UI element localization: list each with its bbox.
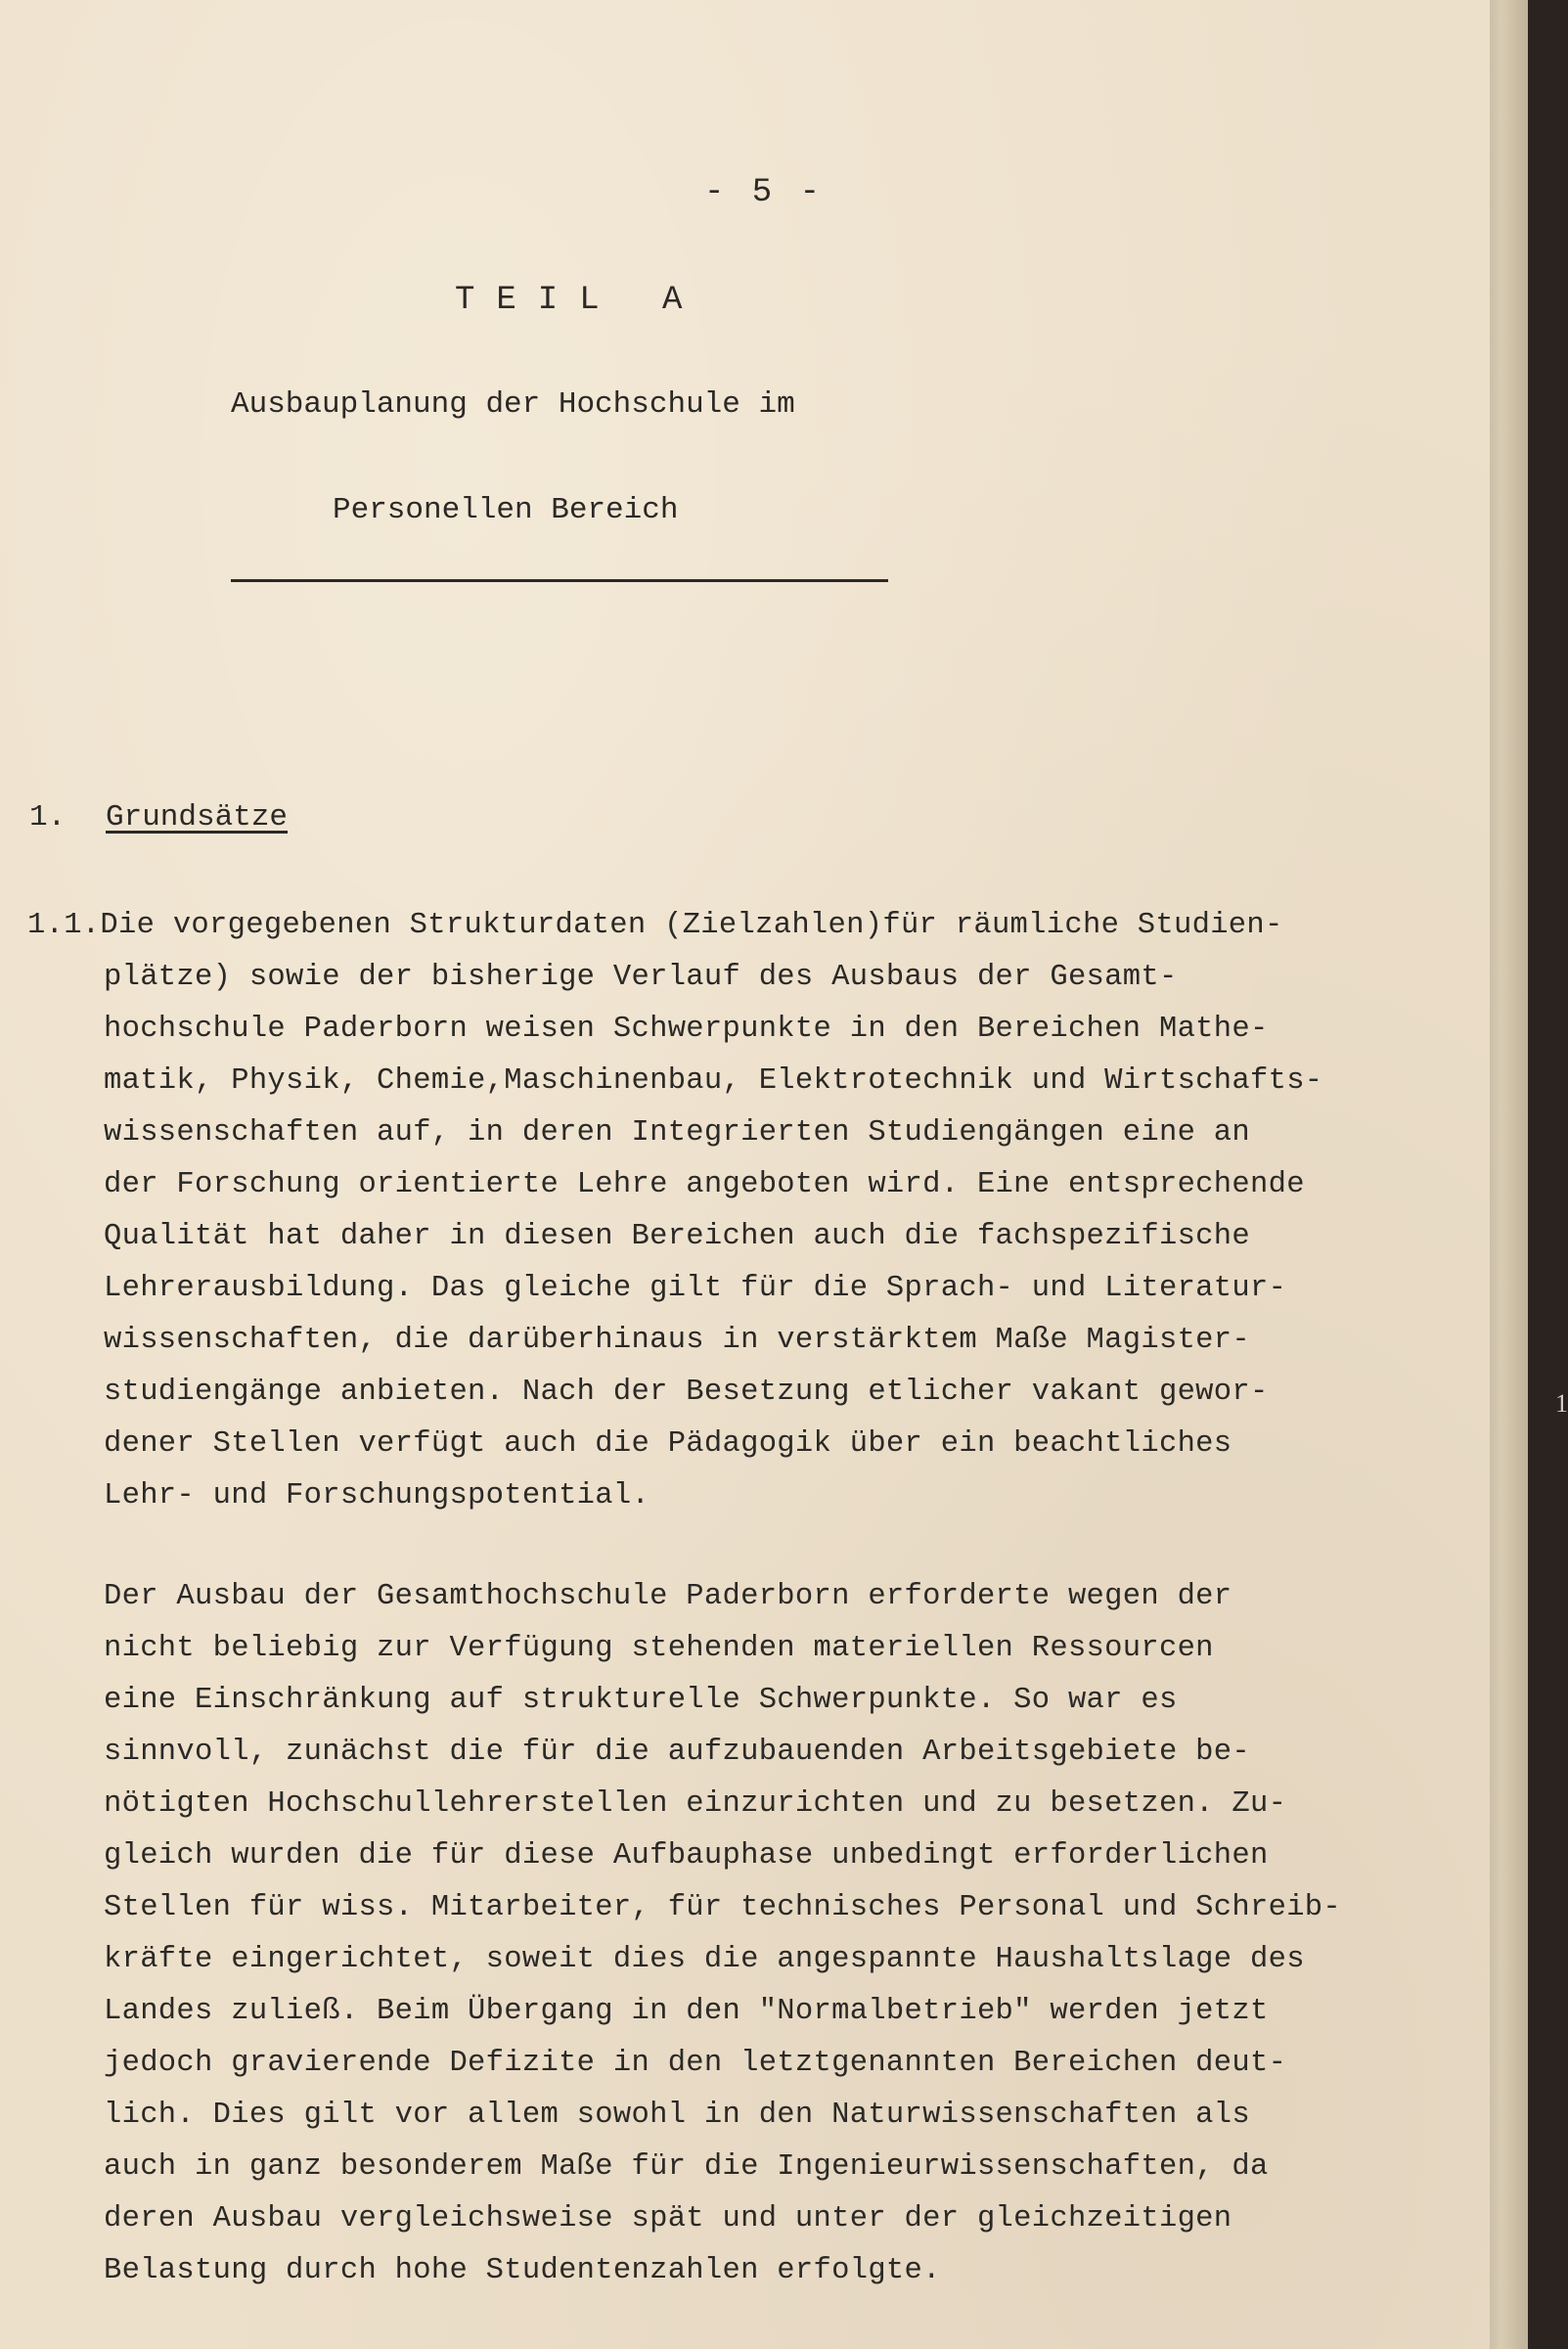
paragraph-line: Der Ausbau der Gesamthochschule Paderborn erforderte wegen der: [104, 1580, 1232, 1613]
paragraph-line: kräfte eingerichtet, soweit dies die angespannte Haushaltslage des: [104, 1943, 1305, 1976]
section-number: 1.: [29, 800, 67, 835]
paragraph-line: studiengänge anbieten. Nach der Besetzung etlicher vakant gewor-: [104, 1376, 1269, 1409]
paragraph-line: dener Stellen verfügt auch die Pädagogik über ein beachtliches: [104, 1427, 1232, 1461]
paragraph-2: [104, 1571, 1502, 2297]
paragraph-line: matik, Physik, Chemie,Maschinenbau, Elektrotechnik und Wirtschafts-: [104, 1064, 1323, 1098]
heading-underline-rule: [231, 579, 888, 582]
heading-line-2: Personellen Bereich: [333, 493, 679, 527]
paragraph-line: sinnvoll, zunächst die für die aufzubauenden Arbeitsgebiete be-: [104, 1736, 1250, 1769]
paragraph-line: Qualität hat daher in diesen Bereichen auch die fachspezifische: [104, 1220, 1250, 1253]
paragraph-line: nicht beliebig zur Verfügung stehenden materiellen Ressourcen: [104, 1632, 1214, 1665]
paragraph-line: der Forschung orientierte Lehre angeboten wird. Eine entsprechende: [104, 1168, 1305, 1201]
paragraph-line: 1.1.Die vorgegebenen Strukturdaten (Zielzahlen)für räumliche Studien-: [27, 909, 1283, 942]
paragraph-line: Lehrerausbildung. Das gleiche gilt für die Sprach- und Literatur-: [104, 1272, 1287, 1305]
section-heading: [29, 800, 288, 835]
paragraph-line: wissenschaften auf, in deren Integrierten Studiengängen eine an: [104, 1116, 1250, 1150]
section-title: Grundsätze: [106, 800, 289, 835]
paragraph-line: deren Ausbau vergleichsweise spät und unter der gleichzeitigen: [104, 2202, 1232, 2236]
paragraph-line: Belastung durch hohe Studentenzahlen erfolgte.: [104, 2254, 941, 2287]
paragraph-line: wissenschaften, die darüberhinaus in verstärktem Maße Magister-: [104, 1324, 1250, 1357]
page-edge-shadow: [1490, 0, 1528, 2349]
paragraph-line: Lehr- und Forschungspotential.: [104, 1479, 650, 1513]
part-title: TEIL A: [455, 282, 704, 319]
heading-line-1: Ausbauplanung der Hochschule im: [231, 387, 795, 422]
margin-mark: 1: [1555, 1389, 1568, 1418]
paragraph-line: plätze) sowie der bisherige Verlauf des Ausbaus der Gesamt-: [104, 961, 1178, 994]
paragraph-line: Landes zuließ. Beim Übergang in den "Normalbetrieb" werden jetzt: [104, 1995, 1269, 2028]
paragraph-line: hochschule Paderborn weisen Schwerpunkte in den Bereichen Mathe-: [104, 1013, 1269, 1046]
paragraph-line: Stellen für wiss. Mitarbeiter, für technisches Personal und Schreib-: [104, 1891, 1342, 1924]
page-number: - 5 -: [704, 174, 825, 211]
paragraph-line: auch in ganz besonderem Maße für die Ingenieurwissenschaften, da: [104, 2150, 1269, 2184]
paragraph-line: nötigten Hochschullehrerstellen einzurichten und zu besetzen. Zu-: [104, 1787, 1287, 1821]
paragraph-1: [27, 900, 1502, 1522]
paragraph-line: gleich wurden die für diese Aufbauphase unbedingt erforderlichen: [104, 1839, 1269, 1873]
paragraph-line: jedoch gravierende Defizite in den letztgenannten Bereichen deut-: [104, 2047, 1287, 2080]
paragraph-line: eine Einschränkung auf strukturelle Schwerpunkte. So war es: [104, 1684, 1178, 1717]
paragraph-line: lich. Dies gilt vor allem sowohl in den Naturwissenschaften als: [104, 2099, 1250, 2132]
